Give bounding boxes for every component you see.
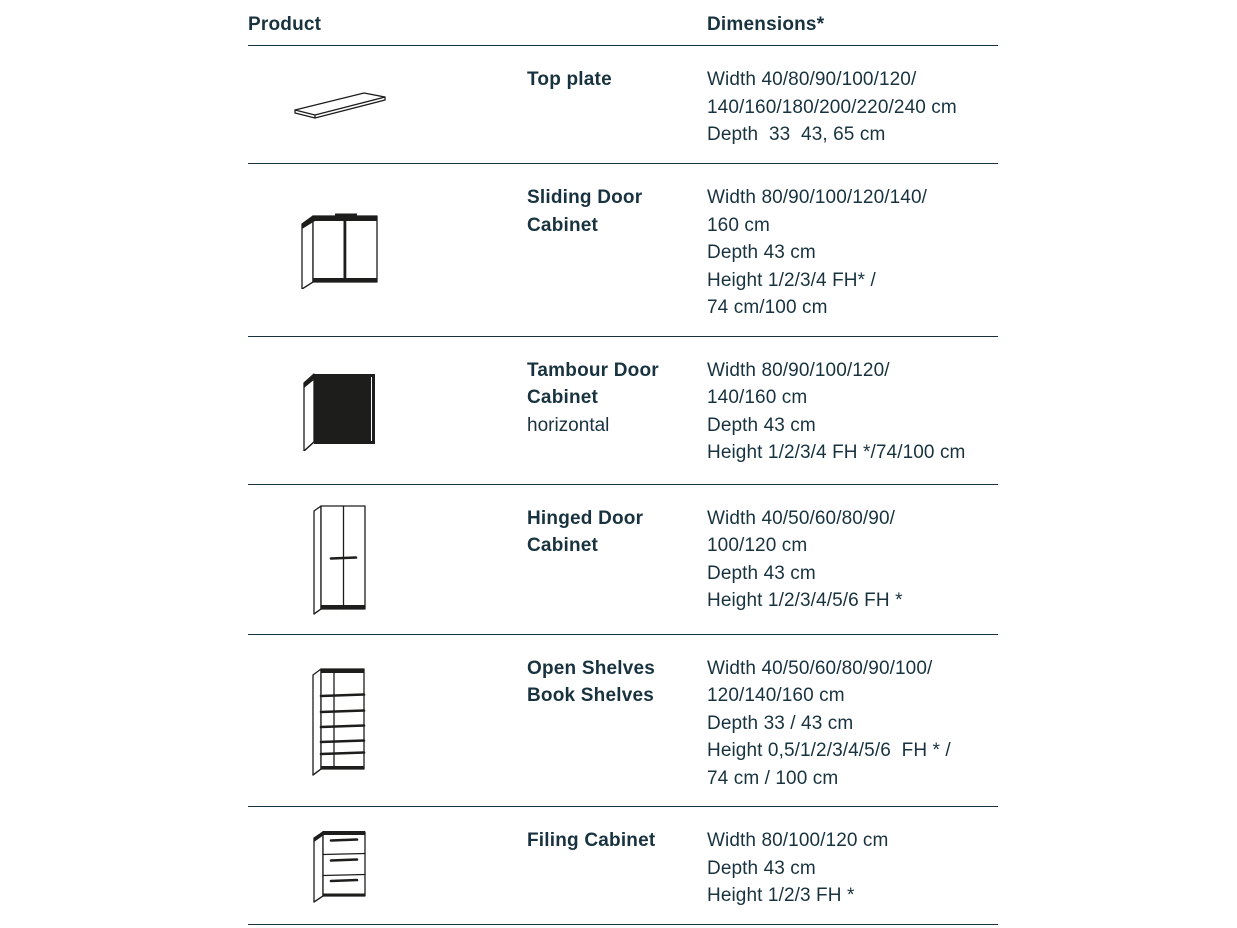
product-name-line: Cabinet [527,214,599,236]
dimension-line: 100/120 cm [707,535,808,556]
product-name: Filing Cabinet [527,830,656,851]
product-name: Hinged Door [527,507,644,529]
table-row [248,485,998,635]
dimension-line: Depth 43 cm [707,857,816,879]
table-row [248,807,998,925]
dimension-line: 140/160/180/200/220/240 cm [707,96,957,118]
dimension-line: Width 80/90/100/120/140/ [707,187,928,208]
dimension-line: Width 80/100/120 cm [707,830,889,851]
product-name: Top plate [527,69,612,90]
table-row [248,337,998,485]
table-row [248,46,998,164]
dimension-line: Depth 33 43, 65 cm [707,124,886,145]
product-subtitle: horizontal [527,414,610,436]
dimension-line: Width 80/90/100/120/ [707,359,890,381]
product-name-line: Book Shelves [527,685,655,706]
hinged-door-cabinet-illustration [312,501,368,617]
dimension-line: Depth 33 / 43 cm [707,712,854,734]
dimension-line: 74 cm/100 cm [707,297,828,318]
dimension-line: 140/160 cm [707,387,808,408]
dimension-line: 120/140/160 cm [707,685,845,706]
dimension-line: Width 40/50/60/80/90/ [707,507,896,529]
dimension-line: Width 40/80/90/100/120/ [707,69,917,90]
dimension-line: Width 40/50/60/80/90/100/ [707,657,933,679]
dimension-line: Depth 43 cm [707,562,816,584]
sliding-door-cabinet-illustration [299,211,381,289]
product-dimensions-table [248,0,998,925]
product-name-line: Cabinet [527,387,599,408]
table-header-row [248,0,998,46]
dimension-line: 160 cm [707,214,770,236]
table-row [248,635,998,808]
dimension-line: Height 1/2/3/4/5/6 FH * [707,590,903,611]
dimension-line: Height 0,5/1/2/3/4/5/6 FH * / [707,740,951,761]
product-name: Open Shelves [527,657,656,679]
filing-cabinet-illustration [311,826,369,904]
product-name: Sliding Door [527,187,643,208]
dimension-line: Depth 43 cm [707,242,816,263]
tambour-door-cabinet-illustration [301,369,379,451]
dimension-line: Height 1/2/3/4 FH* / [707,269,876,291]
dimension-line: Depth 43 cm [707,414,816,436]
dimension-line: 74 cm / 100 cm [707,767,839,789]
product-column-header: Product [248,14,322,35]
product-name: Tambour Door [527,359,659,381]
top-plate-illustration [292,89,388,121]
product-name-line: Cabinet [527,535,599,556]
dimension-line: Height 1/2/3 FH * [707,885,855,906]
table-row [248,164,998,337]
dimension-line: Height 1/2/3/4 FH */74/100 cm [707,442,966,463]
open-shelves-illustration [310,663,370,777]
dimensions-column-header: Dimensions* [707,14,825,35]
